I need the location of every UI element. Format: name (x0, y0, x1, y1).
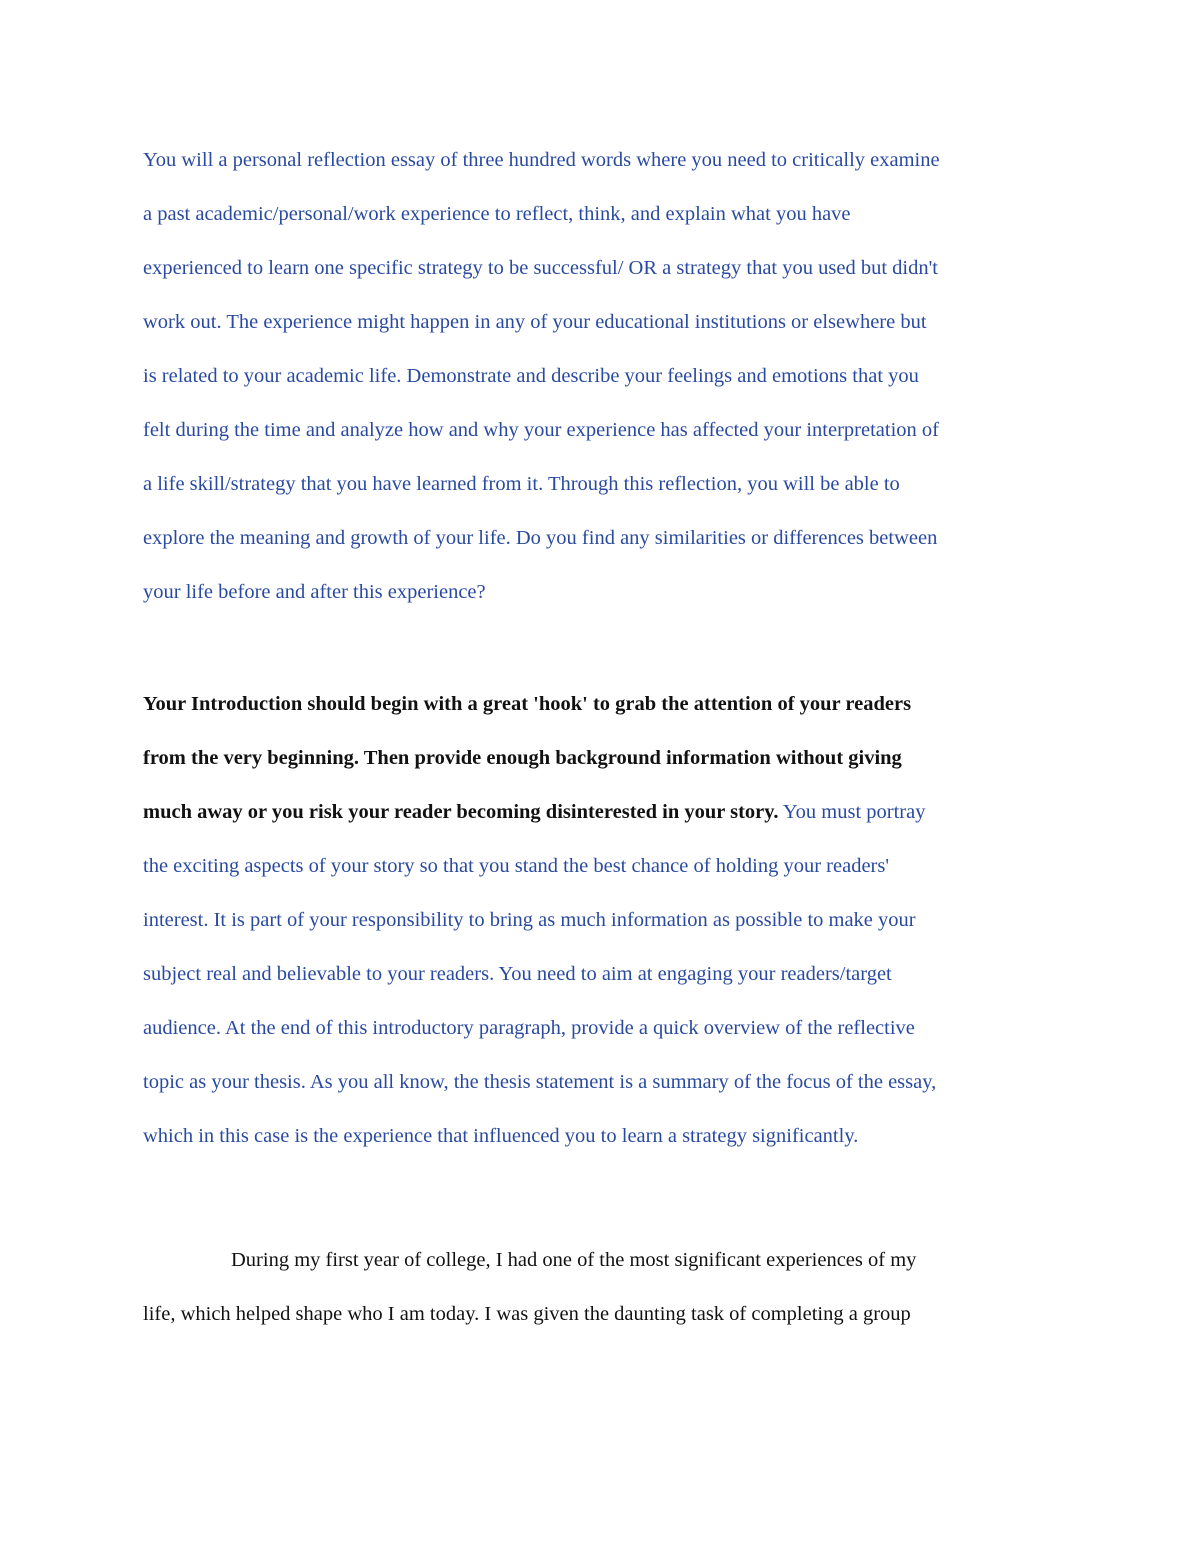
instruction-line: work out. The experience might happen in any of your educational institutions or elsewhere but (143, 311, 927, 333)
guidance-bold-line: Your Introduction should begin with a great 'hook' to grab the attention of your readers (143, 693, 912, 715)
guidance-line: subject real and believable to your readers. You need to aim at engaging your readers/target (143, 963, 892, 985)
assignment-instructions-paragraph (143, 133, 1063, 619)
instruction-line: felt during the time and analyze how and why your experience has affected your interpretation of (143, 419, 939, 441)
guidance-mixed-line (143, 785, 1063, 839)
guidance-line: audience. At the end of this introductory paragraph, provide a quick overview of the reflective (143, 1017, 915, 1039)
guidance-line: interest. It is part of your responsibility to bring as much information as possible to make your (143, 909, 916, 931)
guidance-line: topic as your thesis. As you all know, the thesis statement is a summary of the focus of the essay, (143, 1071, 937, 1093)
instruction-line: You will a personal reflection essay of three hundred words where you need to critically examine (143, 149, 940, 171)
instruction-line: explore the meaning and growth of your life. Do you find any similarities or differences between (143, 527, 938, 549)
instruction-line: is related to your academic life. Demonstrate and describe your feelings and emotions that you (143, 365, 919, 387)
guidance-bold-line: from the very beginning. Then provide enough background information without giving (143, 747, 902, 769)
guidance-bold-fragment: much away or you risk your reader becoming disinterested in your story. (143, 801, 779, 823)
instruction-line: a past academic/personal/work experience to reflect, think, and explain what you have (143, 203, 851, 225)
instruction-line: your life before and after this experience? (143, 581, 486, 603)
guidance-line: which in this case is the experience that influenced you to learn a strategy significantly. (143, 1125, 859, 1147)
essay-line: life, which helped shape who I am today. I was given the daunting task of completing a group (143, 1303, 911, 1325)
introduction-guidance-paragraph (143, 677, 1063, 1163)
instruction-line: a life skill/strategy that you have learned from it. Through this reflection, you will be able to (143, 473, 900, 495)
essay-line: During my first year of college, I had one of the most significant experiences of my (231, 1249, 917, 1271)
instruction-line: experienced to learn one specific strategy to be successful/ OR a strategy that you used but didn't (143, 257, 938, 279)
essay-body-paragraph (143, 1233, 1063, 1341)
guidance-regular-fragment: You must portray (778, 801, 926, 823)
guidance-line: the exciting aspects of your story so that you stand the best chance of holding your readers' (143, 855, 890, 877)
